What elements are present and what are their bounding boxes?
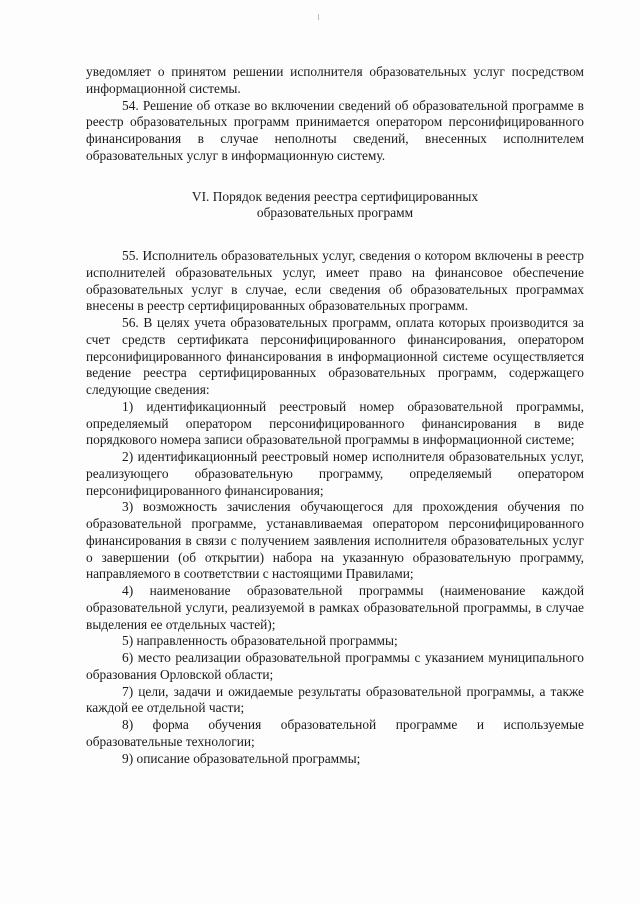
- list-item-9: 9) описание образовательной программы;: [122, 750, 361, 766]
- paragraph-56: 56. В целях учета образовательных программ, оплата которых производится за счет средств сертификата персонифицированного финансирования, оператором персонифицированного финансирования в информационной системе осуществляется ведение реестра сертифицированных образовательных программ, содержащего следующие сведения:: [86, 315, 584, 397]
- section-heading: [86, 189, 584, 223]
- list-item-8: 8) форма обучения образовательной программе и используемые образовательные технологии;: [86, 717, 584, 749]
- list-item-2: 2) идентификационный реестровый номер исполнителя образовательных услуг, реализующего образовательную программу, определяемый оператором персонифицированного финансирования;: [86, 449, 584, 498]
- list-item-4: 4) наименование образовательной программы (наименование каждой образовательной услуги, реализуемой в рамках образовательной программы, в случае выделения ее отдельных частей);: [86, 583, 584, 632]
- scan-mark: [318, 14, 319, 20]
- paragraph-55: 55. Исполнитель образовательных услуг, сведения о котором включены в реестр исполнителей образовательных услуг, имеет право на финансовое обеспечение образовательных услуг в случае, если сведения об образовательных программах внесены в реестр сертифицированных образовательных программ.: [86, 248, 584, 314]
- paragraph-continuation: уведомляет о принятом решении исполнителя образовательных услуг посредством информационной системы.: [86, 64, 584, 96]
- list-item-6: 6) место реализации образовательной программы с указанием муниципального образования Орловской области;: [86, 650, 584, 682]
- section-heading-line-2: образовательных программ: [256, 205, 414, 221]
- paragraph-54: 54. Решение об отказе во включении сведений об образовательной программе в реестр образовательных программ принимается оператором персонифицированного финансирования в случае неполноты сведений, внесенных исполнителем образовательных услуг в информационную систему.: [86, 97, 584, 163]
- list-item-3: 3) возможность зачисления обучающегося для прохождения обучения по образовательной программе, устанавливаемая оператором персонифицированного финансирования в связи с получением заявления исполнителя образовательных услуг о завершении (об открытии) набора на указанную образовательную программу, направляемого в соответствии с настоящими Правилами;: [86, 499, 584, 582]
- list-item-7: 7) цели, задачи и ожидаемые результаты образовательной программы, а также каждой ее отдельной части;: [86, 683, 584, 716]
- section-heading-line-1: VI. Порядок ведения реестра сертифицированных: [191, 188, 479, 204]
- list-item-5: 5) направленность образовательной программы;: [122, 633, 398, 649]
- list-item-1: 1) идентификационный реестровый номер образовательной программы, определяемый оператором персонифицированного финансирования в виде порядкового номера записи образовательной программы в информационной системе;: [86, 398, 584, 448]
